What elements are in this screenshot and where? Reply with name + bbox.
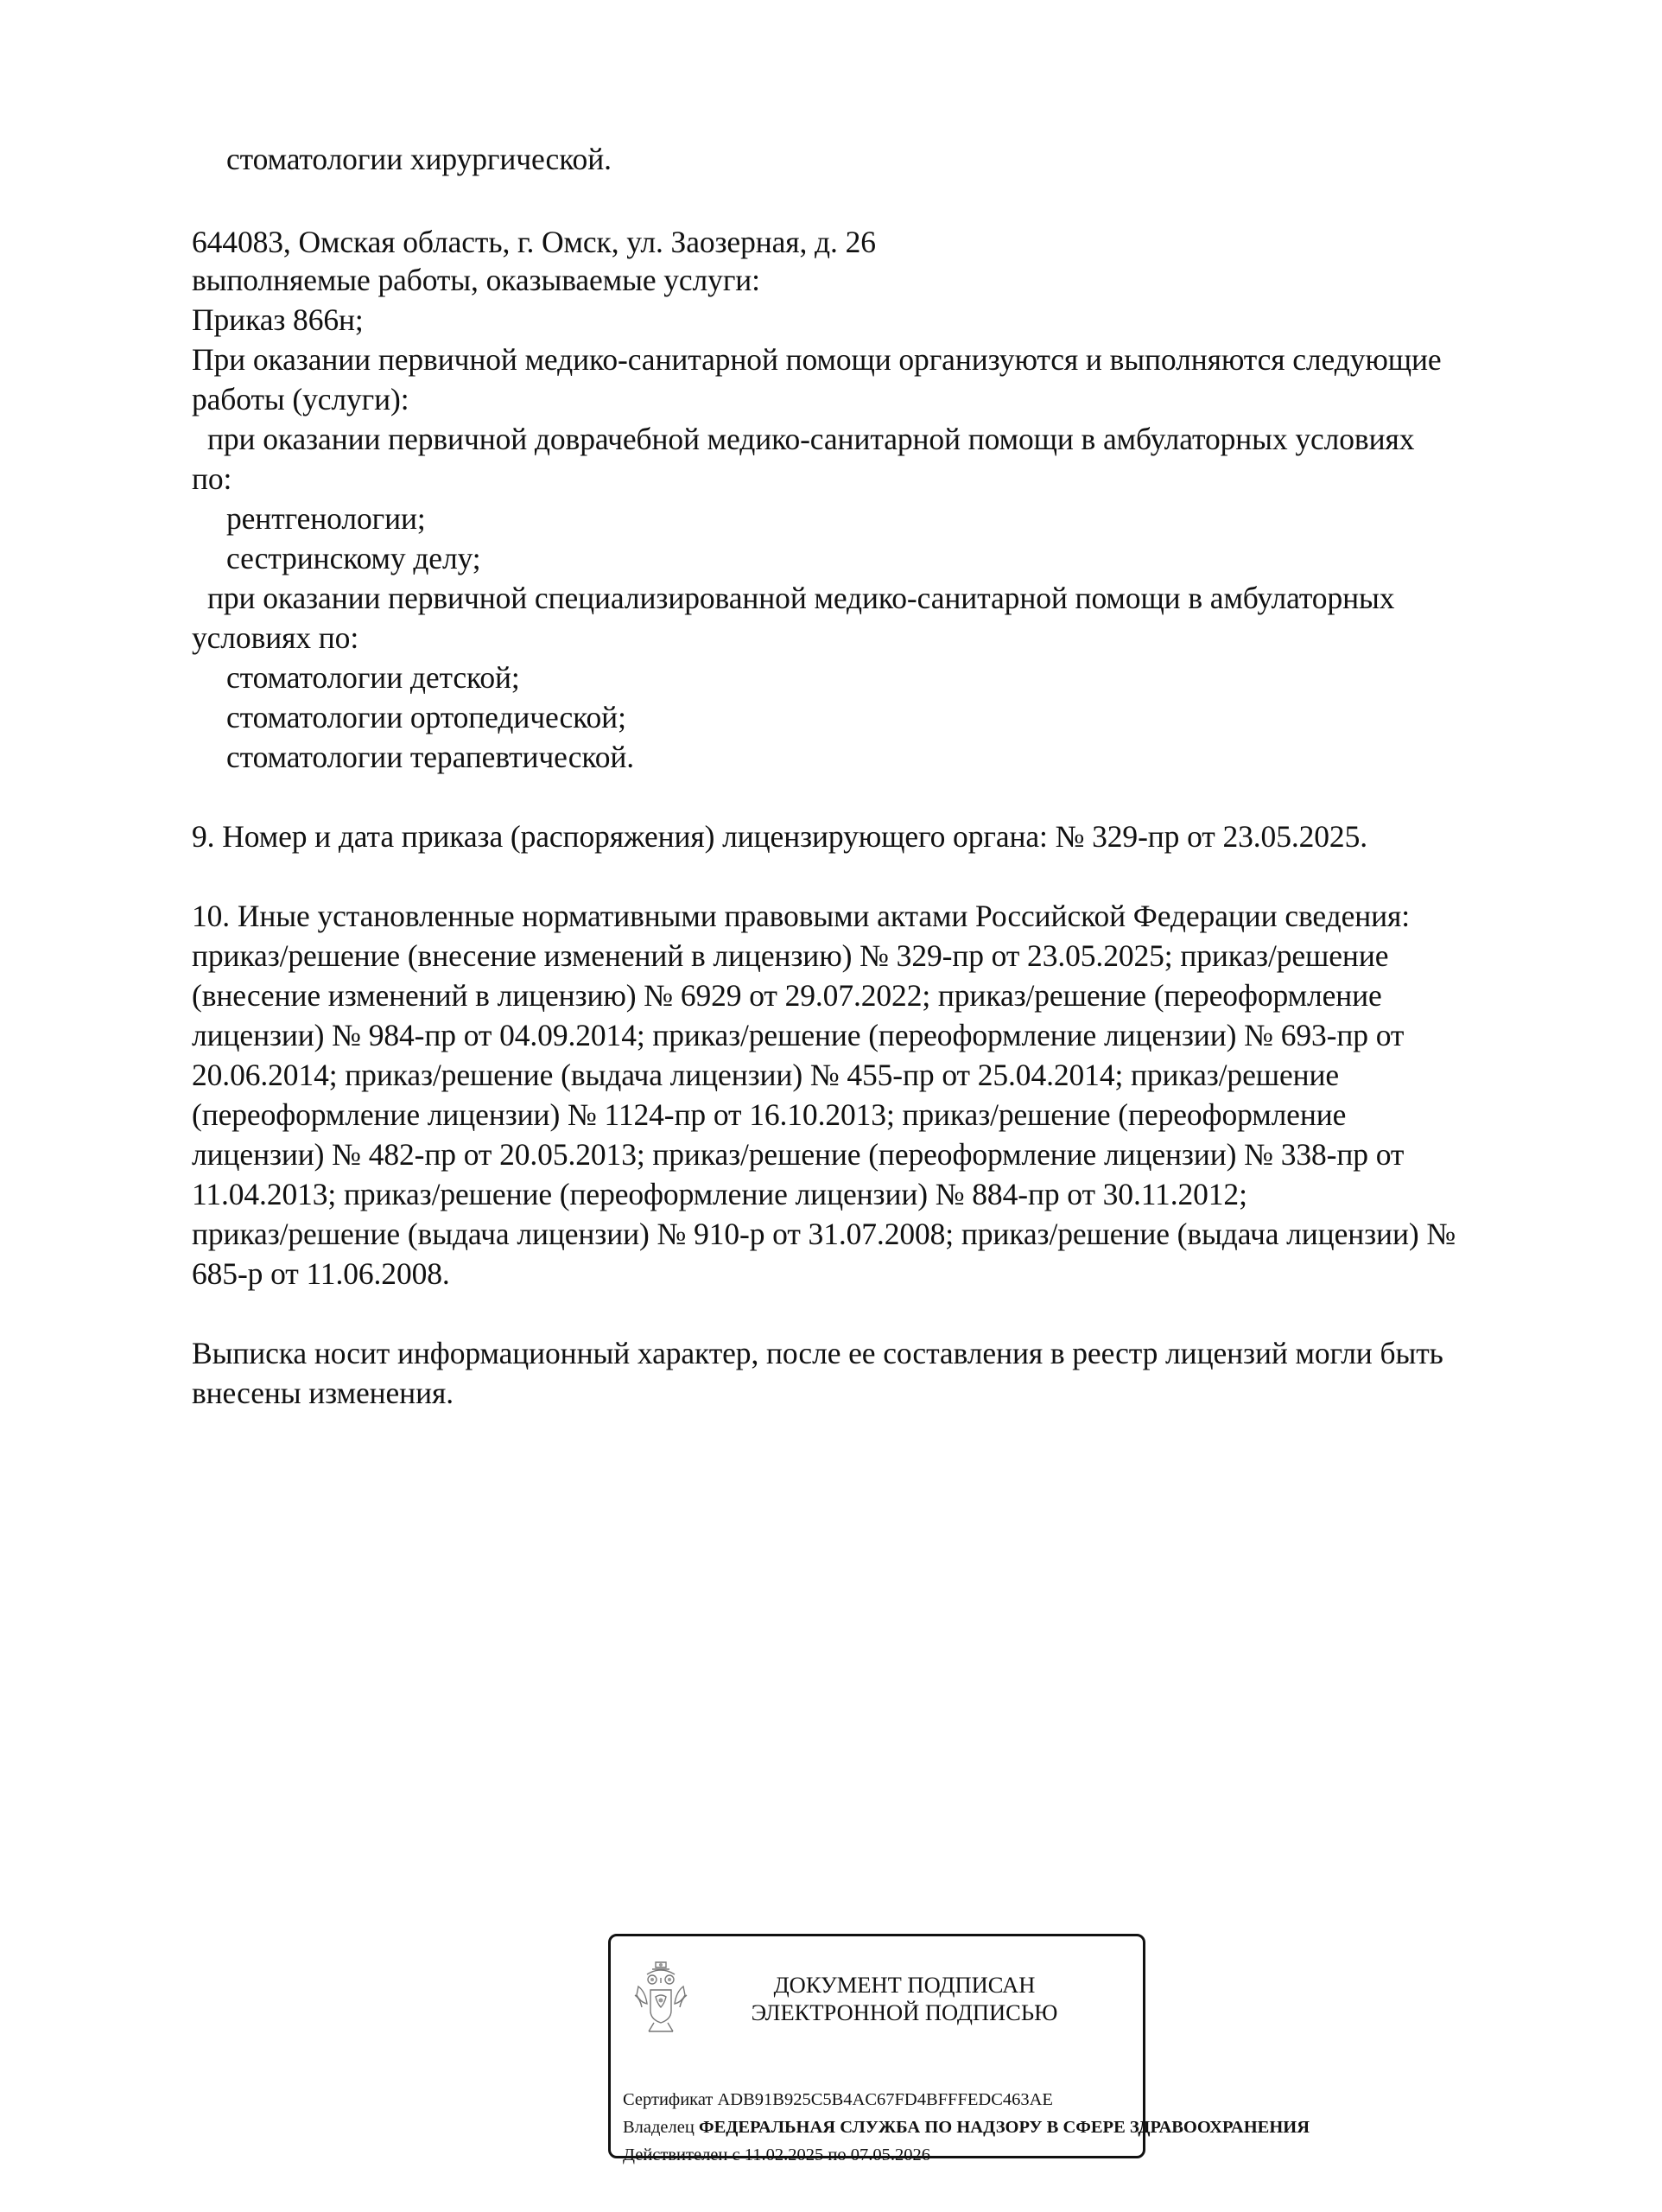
valid-to-label: по bbox=[828, 2145, 847, 2164]
address-line: 644083, Омская область, г. Омск, ул. Заозерная, д. 26 bbox=[192, 225, 876, 259]
certificate-label: Сертификат bbox=[623, 2090, 714, 2109]
owner-value: ФЕДЕРАЛЬНАЯ СЛУЖБА ПО НАДЗОРУ В СФЕРЕ ЗДРАВООХРАНЕНИЯ bbox=[698, 2118, 1310, 2137]
text-line: лицензии) № 482-пр от 20.05.2013; приказ/решение (переоформление лицензии) № 338-пр от bbox=[192, 1137, 1405, 1172]
russian-coat-of-arms-icon bbox=[630, 1957, 692, 2037]
disclaimer-text: Выписка носит информационный характер, после ее составления в реестр лицензий могли быть bbox=[192, 1336, 1443, 1370]
text-line: 11.04.2013; приказ/решение (переоформление лицензии) № 884-пр от 30.11.2012; bbox=[192, 1177, 1247, 1211]
validity-row bbox=[623, 2144, 930, 2166]
section-10-heading: 10. Иные установленные нормативными правовыми актами Российской Федерации сведения: bbox=[192, 899, 1411, 933]
text-line: стоматологии терапевтической. bbox=[226, 740, 635, 774]
text-line: при оказании первичной специализированной медико-санитарной помощи в амбулаторных bbox=[207, 581, 1395, 615]
text-line: по: bbox=[192, 461, 232, 496]
stamp-title-line1: ДОКУМЕНТ ПОДПИСАН bbox=[773, 1972, 1036, 1998]
section-9-text: 9. Номер и дата приказа (распоряжения) лицензирующего органа: № 329-пр от 23.05.2025. bbox=[192, 819, 1368, 854]
owner-label: Владелец bbox=[623, 2118, 695, 2137]
text-line: приказ/решение (внесение изменений в лицензию) № 329-пр от 23.05.2025; приказ/решение bbox=[192, 938, 1389, 973]
text-line: лицензии) № 984-пр от 04.09.2014; приказ/решение (переоформление лицензии) № 693-пр от bbox=[192, 1018, 1405, 1052]
electronic-signature-stamp bbox=[608, 1934, 1310, 2164]
valid-label: Действителен с bbox=[623, 2145, 740, 2164]
text-line: стоматологии хирургической. bbox=[226, 142, 612, 176]
text-line: (переоформление лицензии) № 1124-пр от 16.10.2013; приказ/решение (переоформление bbox=[192, 1097, 1347, 1132]
disclaimer-text: внесены изменения. bbox=[192, 1376, 454, 1410]
text-line: 20.06.2014; приказ/решение (выдача лицензии) № 455-пр от 25.04.2014; приказ/решение bbox=[192, 1058, 1340, 1092]
certificate-value: ADB91B925C5B4AC67FD4BFFFEDC463AE bbox=[717, 2090, 1053, 2109]
text-line: (внесение изменений в лицензию) № 6929 от 29.07.2022; приказ/решение (переоформление bbox=[192, 978, 1382, 1013]
text-line: приказ/решение (выдача лицензии) № 910-р от 31.07.2008; приказ/решение (выдача лицензии) № bbox=[192, 1217, 1456, 1251]
text-line: работы (услуги): bbox=[192, 382, 409, 416]
valid-from: 11.02.2025 bbox=[744, 2145, 824, 2164]
text-line: условиях по: bbox=[192, 620, 359, 655]
text-line: сестринскому делу; bbox=[226, 541, 481, 575]
text-line: стоматологии ортопедической; bbox=[226, 700, 626, 734]
text-line: Приказ 866н; bbox=[192, 302, 364, 337]
text-line: 685-р от 11.06.2008. bbox=[192, 1256, 450, 1291]
text-line: при оказании первичной доврачебной медико-санитарной помощи в амбулаторных условиях bbox=[207, 422, 1415, 456]
text-line: рентгенологии; bbox=[226, 501, 426, 536]
valid-to: 07.05.2026 bbox=[850, 2145, 930, 2164]
text-line: выполняемые работы, оказываемые услуги: bbox=[192, 263, 760, 297]
text-line: При оказании первичной медико-санитарной помощи организуются и выполняются следующие bbox=[192, 342, 1442, 377]
owner-row bbox=[623, 2116, 1310, 2139]
text-line: стоматологии детской; bbox=[226, 660, 520, 695]
stamp-title-line2: ЭЛЕКТРОННОЙ ПОДПИСЬЮ bbox=[751, 1999, 1058, 2025]
certificate-row bbox=[623, 2088, 1053, 2111]
